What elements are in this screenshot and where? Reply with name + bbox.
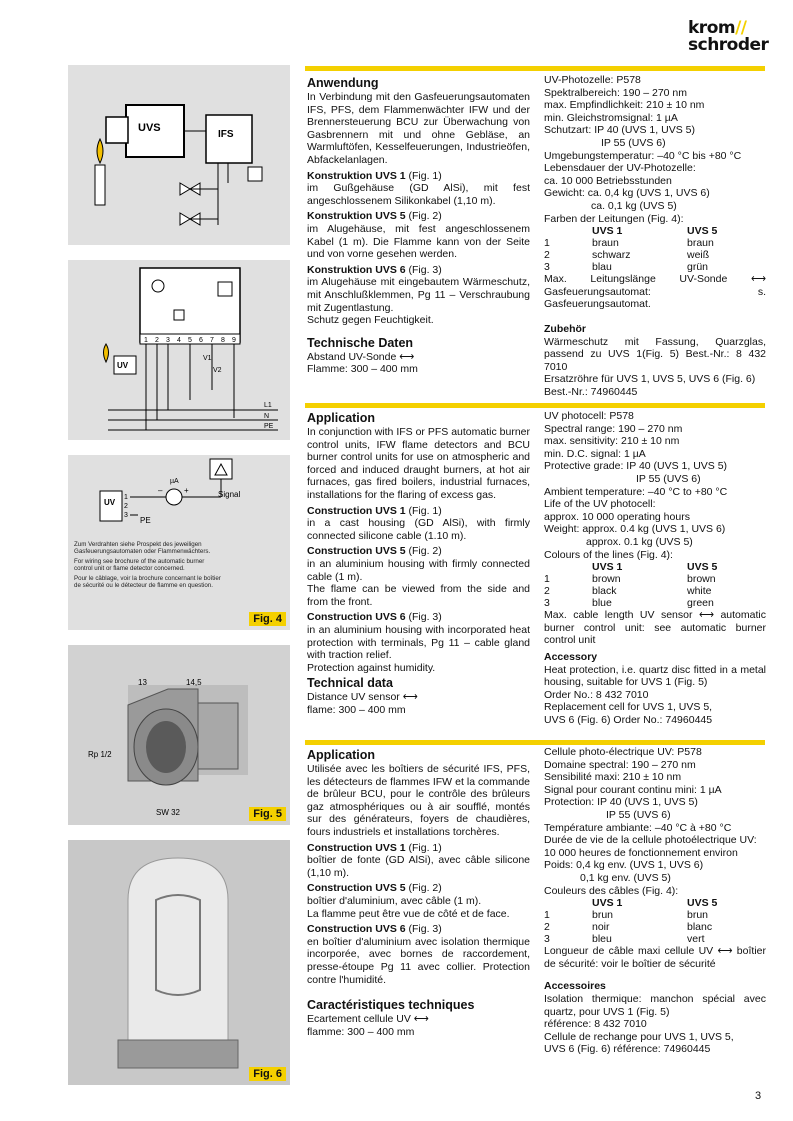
- accessory-line: Best.-Nr.: 74960445: [544, 385, 638, 398]
- table-row: 1 brun brun: [544, 909, 709, 922]
- heading-c6-fr: Construction UVS 6: [307, 923, 406, 936]
- table-row: 2 schwarz weiß: [544, 249, 710, 262]
- spec-line: approx. 10 000 operating hours: [544, 510, 690, 523]
- table-row: 2 noir blanc: [544, 921, 713, 934]
- wiring-notes: [74, 541, 224, 591]
- logo-line2: schroder: [688, 35, 769, 55]
- tech-line1: Distance UV sensor ⟷: [307, 691, 418, 704]
- heading-anwendung: Anwendung: [307, 76, 379, 90]
- flame-icon: [104, 344, 109, 362]
- heading-c1: Construction UVS 1: [307, 504, 406, 517]
- spec-line: ca. 10 000 Betriebsstunden: [544, 174, 672, 187]
- pin-1: 1: [124, 494, 128, 501]
- heading-tech: Technische Daten: [307, 335, 414, 350]
- pin-2: 2: [124, 503, 128, 510]
- accessory-line: Order No.: 8 432 7010: [544, 688, 649, 701]
- spec-line: min. D.C. signal: 1 µA: [544, 447, 646, 460]
- de-left-column: Anwendung In Verbindung mit den Gasfeuerungsautomaten IFS, PFS, dem Flammenwächter IFW und der Brennersteuerung BCU zur Überwachung von Gasbrennern mit und ohne Gebläse, an Warmluftöfen, Kesselfeuerungen, Industrieöfen, Abfackelanlagen. Konstruktion UVS 1 (Fig. 1) im Gußgehäuse (GD AlSi), mit fest angeschlossenem Silikonkabel (1,10 m). Konstruktion UVS 5 (Fig. 2) im Alugehäuse, mit fest angeschlossenem Kabel (1 m). Die Flamme kann von der Seite und von vorne gesehen werden. Konstruktion UVS 6 (Fig. 3) im Alugehäuse mit eingebautem Wärmeschutz, mit Anschlußklemmen, Pg 11 – Verschraubung mit Zugentlastung. Schutz gegen Feuchtigkeit. Technische Daten Abstand UV-Sonde ⟷ Flamme: 300 – 400 mm: [307, 76, 530, 376]
- heading-tech: Technical data: [307, 676, 393, 691]
- pe-label: PE: [264, 423, 274, 430]
- spec-line: 10 000 heures de fonctionnement environ: [544, 846, 738, 859]
- text-c1-fr: boîtier de fonte (GD AlSi), avec câble silicone (1,10 m).: [307, 854, 530, 879]
- accessory-line: Ersatzröhre für UVS 1, UVS 5, UVS 6 (Fig. 6): [544, 373, 756, 386]
- uv-label: UV: [104, 498, 116, 507]
- fr-right-column: [544, 746, 766, 1056]
- terminal-1: 1: [144, 337, 148, 344]
- en-right-column: [544, 410, 766, 726]
- figure-1: [68, 65, 290, 245]
- thread-label: Rp 1/2: [88, 750, 112, 759]
- note-de: Zum Verdrahten siehe Prospekt des jeweiligen Gasfeuerungsautomaten oder Flammenwächters.: [74, 541, 211, 556]
- terminal-3: 3: [166, 337, 170, 344]
- accessory-line: Cellule de rechange pour UVS 1, UVS 5,: [544, 1030, 734, 1043]
- en-left-column: Application In conjunction with IFS or PFS automatic burner control units, IFW flame detectors and BCU burner control units for use on atmospheric and forced and induced draught burners, at hot air furnaces, gas fired boilers, industrial furnaces, installations for the flaring of excess gas. Construction UVS 1 (Fig. 1) in a cast housing (GD AlSi), with firmly connected silicone cable (1.10 m). Construction UVS 5 (Fig. 2) in an aluminium housing with firmly connected cable (1 m). The flame can be viewed from the side and from the front. Construction UVS 6 (Fig. 3) in an aluminium housing with incorporated heat protection with terminals, Pg 11 – cable gland with traction relief. Protection against humidity. Technical data Distance UV sensor ⟷ flame: 300 – 400 mm: [307, 411, 530, 716]
- table-row: 3 blau grün: [544, 261, 709, 274]
- text-application-fr: Utilisée avec les boîtiers de sécurité IFS, PFS, les détecteurs de flammes IFW et la commande de brûleur BCU, pour le contrôle des brûleurs gaz atmosphériques ou à air soufflé, montés sur des générateurs, foyers de chaudières, fours industriels et installations torchères.: [307, 763, 530, 838]
- tech-line1: Abstand UV-Sonde ⟷: [307, 350, 415, 363]
- section-divider-en: [305, 403, 765, 408]
- fig-4-label: Fig. 4: [249, 612, 286, 626]
- meter-icon: [166, 489, 182, 505]
- minus-label: –: [158, 486, 163, 495]
- terminal-9: 9: [232, 337, 236, 344]
- spec-line: Sensibilité maxi: 210 ± 10 nm: [544, 771, 682, 784]
- spec-line: ca. 0,1 kg (UVS 5): [591, 199, 677, 212]
- spec-line: Life of the UV photocell:: [544, 498, 656, 511]
- spec-line: Poids: 0,4 kg env. (UVS 1, UVS 6): [544, 859, 704, 872]
- heading-accessoires: Accessoires: [544, 980, 606, 993]
- colors-table: UVS 1 UVS 5 1 brown brown 2 black white 3 blue green: [544, 561, 718, 610]
- heading-c6: Construction UVS 6: [307, 611, 406, 624]
- heading-tech-fr: Caractéristiques techniques: [307, 998, 475, 1013]
- brand-logo: [688, 20, 768, 54]
- heading-k5: Konstruktion UVS 5: [307, 210, 406, 223]
- uv-label: UV: [117, 361, 129, 370]
- spec-line: Durée de vie de la cellule photoélectrique UV:: [544, 834, 757, 847]
- colors-table: UVS 1 UVS 5 1 braun braun 2 schwarz weiß 3 blau grün: [544, 225, 718, 274]
- meter-label: µA: [170, 478, 179, 485]
- de-right-column: [544, 74, 766, 398]
- ifs-label: IFS: [218, 129, 234, 140]
- text-c5b-fr: La flamme peut être vue de côté et de face.: [307, 907, 510, 920]
- figure-4: [68, 455, 290, 630]
- heading-accessory: Accessory: [544, 650, 598, 663]
- note-fr: Pour le câblage, voir la brochure concernant le boîtier de sécurité ou le détecteur de flamme en question.: [74, 574, 221, 590]
- figure-2: [68, 260, 290, 440]
- flame-icon: [97, 139, 103, 163]
- heading-k6: Konstruktion UVS 6: [307, 263, 406, 276]
- text-c5: in an aluminium housing with firmly connected cable (1 m).: [307, 557, 530, 583]
- spec-line: Cellule photo-électrique UV: P578: [544, 746, 702, 758]
- text-c6-fr: en boîtier d'aluminium avec isolation thermique incorporée, avec bornes de raccordement, presse-étoupe Pg 11 avec collier. Protection contre l'humidité.: [307, 935, 530, 986]
- logo-line1: krom: [688, 18, 736, 38]
- table-row: 1 brown brown: [544, 573, 716, 586]
- spec-line: IP 55 (UVS 6): [601, 136, 666, 149]
- spec-line: UV photocell: P578: [544, 410, 634, 422]
- spec-line: Weight: approx. 0.4 kg (UVS 1, UVS 6): [544, 523, 726, 536]
- spec-line: Signal pour courant continu mini: 1 µA: [544, 783, 722, 796]
- signal-diagram: [68, 455, 290, 539]
- spec-line: Colours of the lines (Fig. 4):: [544, 548, 673, 561]
- terminal-6: 6: [199, 337, 203, 344]
- table-row: 1 braun braun: [544, 237, 714, 250]
- terminal-7: 7: [210, 337, 214, 344]
- tech-line2: Flamme: 300 – 400 mm: [307, 363, 418, 376]
- page-number: 3: [755, 1090, 762, 1102]
- burner-icon: [95, 165, 105, 205]
- terminal-2: 2: [155, 337, 159, 344]
- spec-line: Gewicht: ca. 0,4 kg (UVS 1, UVS 6): [544, 187, 710, 200]
- terminal-8: 8: [221, 337, 225, 344]
- fig-6-label: Fig. 6: [249, 1067, 286, 1081]
- tech-line1-fr: Ecartement cellule UV ⟷: [307, 1013, 429, 1026]
- text-k1: im Gußgehäuse (GD AlSi), mit fest angeschlossenem Silikonkabel (1,10 m).: [307, 182, 530, 207]
- spec-line: Spectral range: 190 – 270 nm: [544, 422, 683, 435]
- tech-line2: flame: 300 – 400 mm: [307, 703, 406, 716]
- spec-line: max. Empfindlichkeit: 210 ± 10 nm: [544, 99, 705, 112]
- spec-line: max. sensitivity: 210 ± 10 nm: [544, 435, 680, 448]
- detector-box: [210, 459, 232, 479]
- section-divider-top: [305, 66, 765, 71]
- text-application: In conjunction with IFS or PFS automatic burner control units, IFW flame detectors and BCU burner control units for use on atmospheric and forced and induced draught burners, at hot air furnaces, gas fired boilers, industrial furnaces, installations for the flaring of excess gas.: [307, 426, 530, 501]
- uvs-ifs-diagram: [68, 65, 290, 245]
- section-divider-fr: [305, 740, 765, 745]
- spec-line: UV-Photozelle: P578: [544, 74, 641, 86]
- fig-5-label: Fig. 5: [249, 807, 286, 821]
- spec-line: IP 55 (UVS 6): [636, 472, 701, 485]
- text-k6: im Alugehäuse mit eingebautem Wärmeschutz, mit Anschlußklemmen, Pg 11 – Verschraubung mit Zugentlastung.: [307, 276, 530, 314]
- spec-line: Spektralbereich: 190 – 270 nm: [544, 86, 688, 99]
- spec-line: Max. cable length UV sensor ⟷ automatic burner control unit: see automatic burner control unit: [544, 609, 766, 647]
- figure-6: [68, 840, 290, 1085]
- text-c1: in a cast housing (GD AlSi), with firmly connected silicone cable (1.10 m).: [307, 517, 530, 542]
- text-c6b: Protection against humidity.: [307, 661, 436, 674]
- text-c5b: The flame can be viewed from the side and from the front.: [307, 583, 530, 608]
- heat-protection-photo: [68, 645, 290, 825]
- table-row: 3 blue green: [544, 597, 714, 610]
- uvs-label: UVS: [138, 122, 161, 134]
- spec-line: Domaine spectral: 190 – 270 nm: [544, 758, 696, 771]
- spec-line: Lebensdauer der UV-Photozelle:: [544, 162, 696, 175]
- figure-5: [68, 645, 290, 825]
- text-k5: im Alugehäuse, mit fest angeschlossenem Kabel (1 m). Die Flamme kann von der Seite und von vorne gesehen werden.: [307, 222, 530, 261]
- pe-label: PE: [140, 516, 151, 525]
- spec-line: Ambient temperature: –40 °C to +80 °C: [544, 485, 728, 498]
- accessory-line: Heat protection, i.e. quartz disc fitted in a metal housing, suitable for UVS 1 (Fig. 5): [544, 663, 766, 689]
- terminal-strip: [140, 334, 240, 344]
- n-label: N: [264, 413, 270, 420]
- ignition-icon: [248, 167, 262, 181]
- spec-line: Farben der Leitungen (Fig. 4):: [544, 212, 684, 225]
- spec-line: 0,1 kg env. (UVS 5): [580, 871, 671, 884]
- heading-application-fr: Application: [307, 748, 376, 762]
- spec-line: min. Gleichstromsignal: 1 µA: [544, 111, 678, 124]
- note-en: For wiring see brochure of the automatic burner control unit or flame detector concerned.: [74, 557, 205, 573]
- l1-label: L1: [264, 402, 272, 409]
- spec-line: Longueur de câble maxi cellule UV ⟷ boîtier de sécurité: voir le boîtier de sécurité: [544, 945, 766, 970]
- accessory-line: Wärmeschutz mit Fassung, Quarzglas, passend zu UVS 1(Fig. 5) Best.-Nr.: 8 432 7010: [544, 335, 766, 373]
- text-c6: in an aluminium housing with incorporated heat protection with terminals, Pg 11 – cable gland with traction relief.: [307, 623, 530, 662]
- accessory-line: Isolation thermique: manchon spécial avec quartz, pour UVS 1 (Fig. 5): [544, 992, 766, 1018]
- heading-c1-fr: Construction UVS 1: [307, 841, 406, 854]
- table-row: 3 bleu vert: [544, 933, 705, 946]
- accessory-line: UVS 6 (Fig. 6) Order No.: 74960445: [544, 713, 713, 726]
- table-row: 2 black white: [544, 585, 712, 598]
- sw-label: SW 32: [156, 808, 181, 817]
- spec-line: Protection: IP 40 (UVS 1, UVS 5): [544, 796, 698, 809]
- heading-zubehoer: Zubehör: [544, 322, 586, 335]
- spec-line: Schutzart: IP 40 (UVS 1, UVS 5): [544, 124, 695, 137]
- wiring-diagram: [68, 260, 290, 440]
- dim-13: 13: [138, 678, 147, 687]
- tech-line2-fr: flamme: 300 – 400 mm: [307, 1025, 415, 1038]
- replacement-cell-photo: [68, 840, 290, 1085]
- terminal-5: 5: [188, 337, 192, 344]
- spec-line: Protective grade: IP 40 (UVS 1, UVS 5): [544, 460, 728, 473]
- accessory-line: Replacement cell for UVS 1, UVS 5,: [544, 701, 713, 714]
- colors-table: UVS 1 UVS 5 1 brun brun 2 noir blanc 3 bleu vert: [544, 897, 718, 946]
- v1-label: V1: [203, 355, 212, 362]
- terminal-4: 4: [177, 337, 181, 344]
- spec-line: Max. Leitungslänge UV-Sonde ⟷ Gasfeuerungsautomat: s. Gasfeuerungsautomat.: [544, 273, 766, 311]
- text-k6b: Schutz gegen Feuchtigkeit.: [307, 314, 434, 327]
- accessory-line: référence: 8 432 7010: [544, 1018, 647, 1031]
- fr-left-column: Application Utilisée avec les boîtiers de sécurité IFS, PFS, les détecteurs de flammes IFW et la commande de brûleur BCU, pour le contrôle des brûleurs gaz atmosphériques ou à air soufflé, montés sur des générateurs, foyers de chaudières, fours industriels et installations torchères. Construction UVS 1 (Fig. 1) boîtier de fonte (GD AlSi), avec câble silicone (1,10 m). Construction UVS 5 (Fig. 2) boîtier d'aluminium, avec câble (1 m). La flamme peut être vue de côté et de face. Construction UVS 6 (Fig. 3) en boîtier d'aluminium avec isolation thermique incorporée, avec bornes de raccordement, presse-étoupe Pg 11 avec collier. Protection contre l'humidité. Caractéristiques techniques Ecartement cellule UV ⟷ flamme: 300 – 400 mm: [307, 748, 530, 1038]
- heading-c5: Construction UVS 5: [307, 545, 406, 558]
- spec-line: Umgebungstemperatur: –40 °C bis +80 °C: [544, 149, 742, 162]
- heading-c5-fr: Construction UVS 5: [307, 882, 406, 895]
- spec-line: IP 55 (UVS 6): [606, 808, 671, 821]
- accessory-line: UVS 6 (Fig. 6) référence: 74960445: [544, 1043, 711, 1056]
- pin-3: 3: [124, 512, 128, 519]
- heading-k1: Konstruktion UVS 1: [307, 169, 406, 182]
- spec-line: Température ambiante: –40 °C à +80 °C: [544, 821, 732, 834]
- plus-label: +: [184, 486, 189, 495]
- text-c5-fr: boîtier d'aluminium, avec câble (1 m).: [307, 894, 482, 907]
- logo-slash: //: [735, 18, 747, 38]
- spec-line: approx. 0.1 kg (UVS 5): [586, 535, 693, 548]
- heading-application: Application: [307, 411, 376, 425]
- signal-label: Signal: [218, 490, 241, 499]
- spec-line: Couleurs des câbles (Fig. 4):: [544, 884, 679, 897]
- dim-14-5: 14,5: [186, 678, 202, 687]
- text-anwendung: In Verbindung mit den Gasfeuerungsautomaten IFS, PFS, dem Flammenwächter IFW und der Brennersteuerung BCU zur Überwachung von Gasbrennern mit und ohne Gebläse, an Warmluftöfen, Kesselfeuerungen, Industrieöfen, Abfackelanlagen.: [307, 91, 530, 166]
- v2-label: V2: [213, 367, 222, 374]
